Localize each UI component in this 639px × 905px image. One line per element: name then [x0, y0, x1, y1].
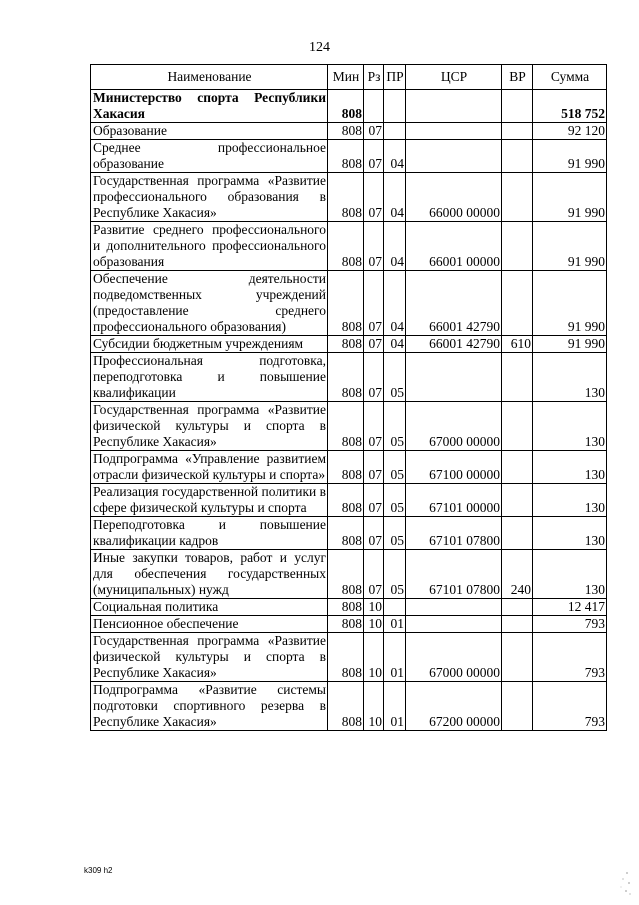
cell-rz: 10	[364, 599, 384, 616]
cell-min: 808	[328, 682, 364, 731]
cell-min: 808	[328, 90, 364, 123]
cell-csr: 67000 00000	[406, 402, 502, 451]
cell-rz: 07	[364, 517, 384, 550]
table-body	[91, 90, 607, 731]
cell-pr: 05	[384, 402, 406, 451]
cell-pr: 05	[384, 451, 406, 484]
cell-csr: 67101 00000	[406, 484, 502, 517]
cell-name: Государственная программа «Развитие профессионального образования в Республике Хакасия»	[91, 173, 328, 222]
cell-sum: 518 752	[533, 90, 607, 123]
cell-name: Образование	[91, 123, 328, 140]
cell-name: Иные закупки товаров, работ и услуг для обеспечения государственных (муниципальных) нужд	[91, 550, 328, 599]
table-row	[91, 123, 607, 140]
cell-rz: 07	[364, 140, 384, 173]
cell-csr	[406, 90, 502, 123]
table-row	[91, 271, 607, 336]
cell-min: 808	[328, 402, 364, 451]
cell-pr: 05	[384, 550, 406, 599]
cell-vr	[502, 682, 533, 731]
cell-min: 808	[328, 633, 364, 682]
table-row	[91, 173, 607, 222]
table-row	[91, 550, 607, 599]
cell-rz: 07	[364, 484, 384, 517]
cell-name: Переподготовка и повышение квалификации кадров	[91, 517, 328, 550]
table-row	[91, 517, 607, 550]
cell-name: Развитие среднего профессионального и дополнительного профессионального образования	[91, 222, 328, 271]
cell-min: 808	[328, 353, 364, 402]
cell-pr	[384, 90, 406, 123]
cell-vr	[502, 402, 533, 451]
cell-sum: 12 417	[533, 599, 607, 616]
column-header-min: Мин	[328, 65, 364, 90]
cell-sum: 130	[533, 550, 607, 599]
table-row	[91, 222, 607, 271]
cell-vr	[502, 616, 533, 633]
cell-rz: 07	[364, 353, 384, 402]
cell-pr: 01	[384, 616, 406, 633]
cell-rz: 10	[364, 616, 384, 633]
cell-vr	[502, 123, 533, 140]
cell-rz: 07	[364, 336, 384, 353]
table-row	[91, 484, 607, 517]
cell-vr	[502, 271, 533, 336]
cell-vr	[502, 599, 533, 616]
cell-vr	[502, 353, 533, 402]
cell-vr	[502, 140, 533, 173]
cell-sum: 793	[533, 682, 607, 731]
column-header-pr: ПР	[384, 65, 406, 90]
cell-min: 808	[328, 140, 364, 173]
cell-pr: 05	[384, 484, 406, 517]
cell-vr	[502, 173, 533, 222]
table-row	[91, 599, 607, 616]
cell-sum: 130	[533, 484, 607, 517]
cell-name: Среднее профессиональное образование	[91, 140, 328, 173]
cell-pr: 04	[384, 222, 406, 271]
cell-pr	[384, 599, 406, 616]
table-row	[91, 140, 607, 173]
cell-vr	[502, 222, 533, 271]
cell-csr: 66001 00000	[406, 222, 502, 271]
cell-csr	[406, 123, 502, 140]
cell-vr	[502, 90, 533, 123]
cell-rz: 07	[364, 271, 384, 336]
cell-csr: 67000 00000	[406, 633, 502, 682]
cell-name: Подпрограмма «Развитие системы подготовки спортивного резерва в Республике Хакасия»	[91, 682, 328, 731]
cell-rz: 07	[364, 451, 384, 484]
cell-vr	[502, 517, 533, 550]
cell-sum: 793	[533, 633, 607, 682]
cell-name: Государственная программа «Развитие физической культуры и спорта в Республике Хакасия»	[91, 633, 328, 682]
cell-vr	[502, 484, 533, 517]
cell-name: Подпрограмма «Управление развитием отрасли физической культуры и спорта»	[91, 451, 328, 484]
cell-csr: 66000 00000	[406, 173, 502, 222]
cell-csr	[406, 616, 502, 633]
cell-rz: 07	[364, 123, 384, 140]
table-row	[91, 616, 607, 633]
cell-name: Реализация государственной политики в сфере физической культуры и спорта	[91, 484, 328, 517]
table-row	[91, 633, 607, 682]
cell-sum: 91 990	[533, 140, 607, 173]
cell-pr: 04	[384, 173, 406, 222]
cell-sum: 130	[533, 517, 607, 550]
cell-pr: 01	[384, 682, 406, 731]
cell-csr: 67200 00000	[406, 682, 502, 731]
table-row	[91, 336, 607, 353]
cell-min: 808	[328, 616, 364, 633]
cell-csr	[406, 140, 502, 173]
column-header-sum: Сумма	[533, 65, 607, 90]
cell-rz: 07	[364, 550, 384, 599]
cell-rz: 07	[364, 173, 384, 222]
column-header-name: Наименование	[91, 65, 328, 90]
cell-sum: 130	[533, 402, 607, 451]
cell-csr: 67101 07800	[406, 550, 502, 599]
cell-min: 808	[328, 517, 364, 550]
cell-rz: 07	[364, 402, 384, 451]
cell-csr	[406, 353, 502, 402]
budget-table	[90, 64, 607, 731]
page-number: 124	[309, 40, 330, 55]
cell-min: 808	[328, 336, 364, 353]
cell-rz: 10	[364, 682, 384, 731]
cell-vr	[502, 633, 533, 682]
cell-pr	[384, 123, 406, 140]
cell-pr: 01	[384, 633, 406, 682]
table-row	[91, 402, 607, 451]
cell-name: Министерство спорта Республики Хакасия	[91, 90, 328, 123]
cell-min: 808	[328, 123, 364, 140]
cell-rz: 07	[364, 222, 384, 271]
cell-pr: 04	[384, 271, 406, 336]
cell-pr: 05	[384, 517, 406, 550]
cell-csr	[406, 599, 502, 616]
cell-min: 808	[328, 599, 364, 616]
cell-min: 808	[328, 550, 364, 599]
cell-sum: 92 120	[533, 123, 607, 140]
cell-min: 808	[328, 484, 364, 517]
cell-name: Профессиональная подготовка, переподготовка и повышение квалификации	[91, 353, 328, 402]
cell-csr: 66001 42790	[406, 271, 502, 336]
cell-csr: 66001 42790	[406, 336, 502, 353]
cell-name: Обеспечение деятельности подведомственных учреждений (предоставление среднего профессионального образования)	[91, 271, 328, 336]
table-header-row	[91, 65, 607, 90]
table-row	[91, 451, 607, 484]
cell-sum: 793	[533, 616, 607, 633]
cell-sum: 91 990	[533, 336, 607, 353]
cell-pr: 04	[384, 140, 406, 173]
column-header-vr: ВР	[502, 65, 533, 90]
table-row	[91, 682, 607, 731]
cell-sum: 130	[533, 353, 607, 402]
cell-sum: 91 990	[533, 271, 607, 336]
cell-pr: 04	[384, 336, 406, 353]
column-header-csr: ЦСР	[406, 65, 502, 90]
cell-name: Пенсионное обеспечение	[91, 616, 328, 633]
scan-noise-speckles	[613, 867, 633, 897]
cell-vr: 240	[502, 550, 533, 599]
cell-min: 808	[328, 173, 364, 222]
cell-min: 808	[328, 451, 364, 484]
cell-rz: 10	[364, 633, 384, 682]
footer-code: k309 h2	[84, 866, 113, 875]
cell-name: Социальная политика	[91, 599, 328, 616]
cell-vr	[502, 451, 533, 484]
table-row	[91, 353, 607, 402]
cell-name: Субсидии бюджетным учреждениям	[91, 336, 328, 353]
cell-vr: 610	[502, 336, 533, 353]
cell-sum: 130	[533, 451, 607, 484]
cell-sum: 91 990	[533, 173, 607, 222]
column-header-rz: Рз	[364, 65, 384, 90]
cell-csr: 67101 07800	[406, 517, 502, 550]
table-row	[91, 90, 607, 123]
cell-name: Государственная программа «Развитие физической культуры и спорта в Республике Хакасия»	[91, 402, 328, 451]
cell-rz	[364, 90, 384, 123]
cell-min: 808	[328, 222, 364, 271]
cell-sum: 91 990	[533, 222, 607, 271]
cell-csr: 67100 00000	[406, 451, 502, 484]
cell-min: 808	[328, 271, 364, 336]
cell-pr: 05	[384, 353, 406, 402]
